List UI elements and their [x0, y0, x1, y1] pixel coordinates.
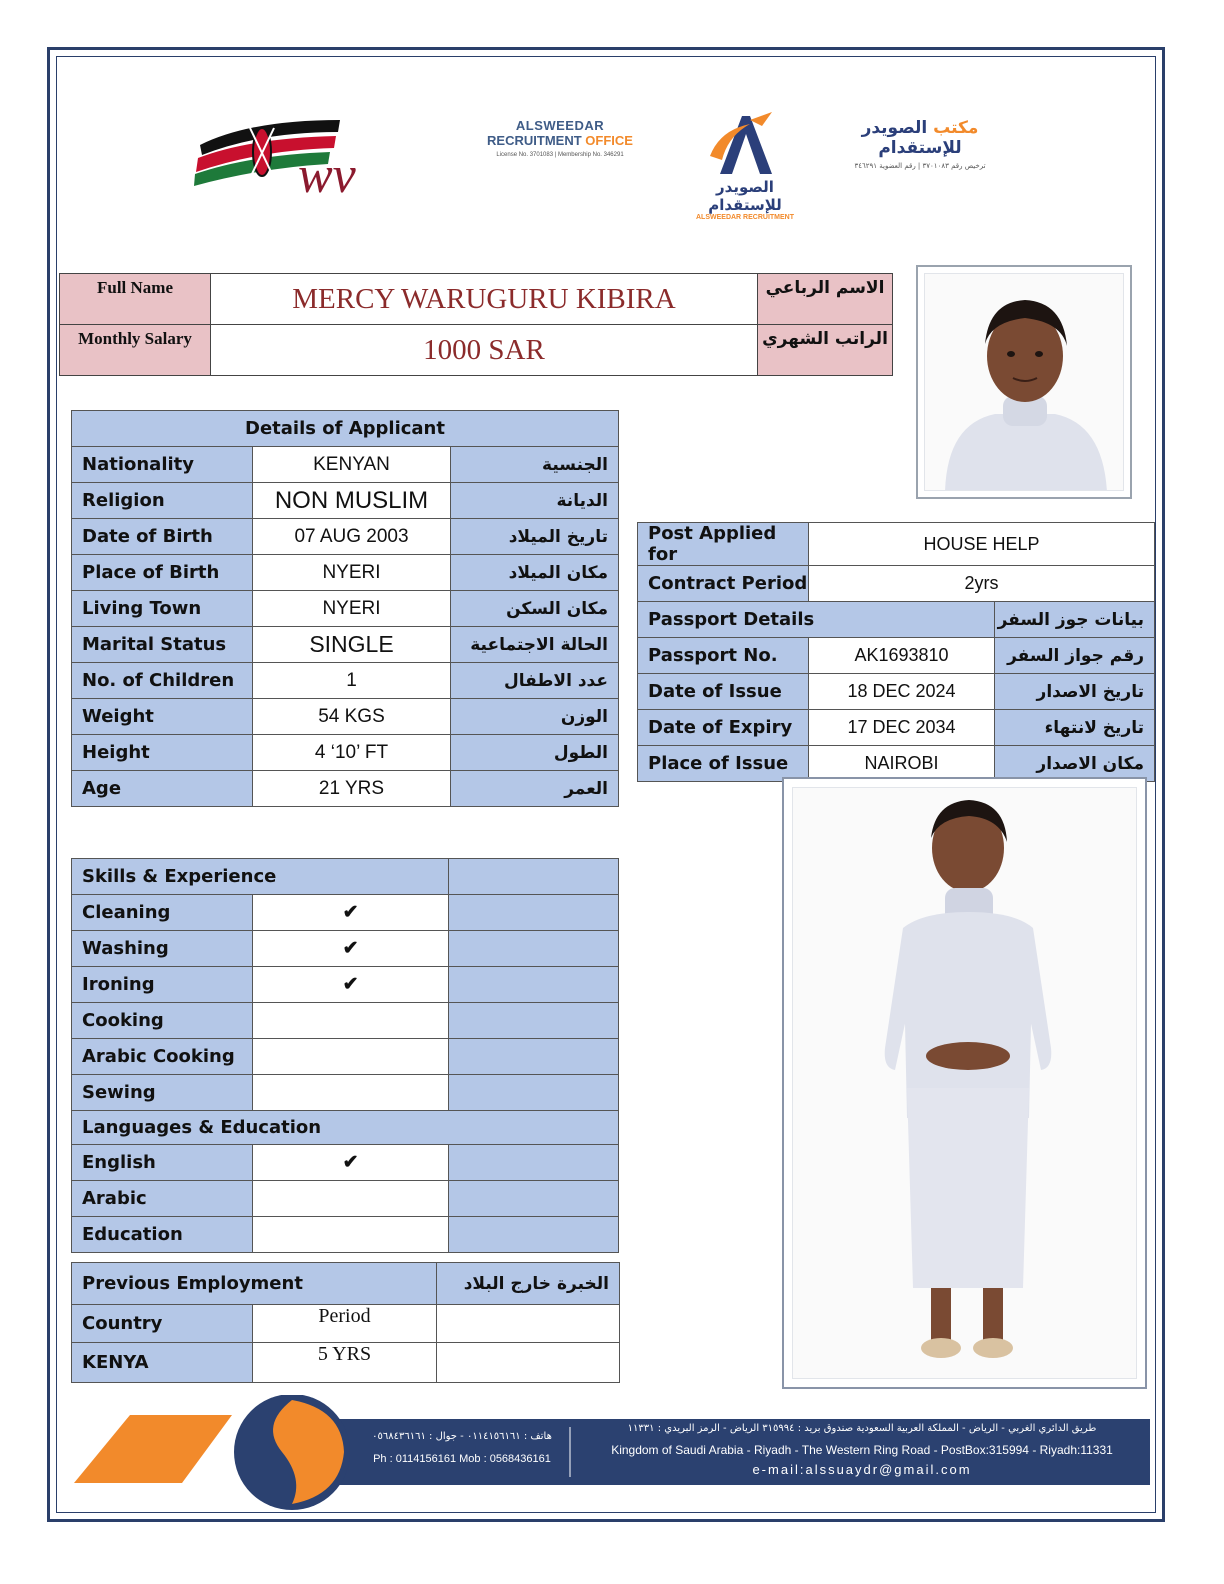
salary-value: 1000 SAR [211, 325, 758, 376]
footer-address-ar: طريق الدائري الغربي - الرياض - المملكة العربية السعودية صندوق بريد : ٣١٥٩٩٤ الرياض - الرمز البريدي : ١١٣٣١ [627, 1423, 1097, 1434]
expiry-date-arabic: تاريخ لانتهاء [995, 710, 1155, 746]
nationality-label: Nationality [72, 447, 253, 483]
skill-arabic-cooking-label: Arabic Cooking [72, 1039, 253, 1075]
skill-arabic-cooking-check [252, 1039, 449, 1075]
skill-washing-label: Washing [72, 931, 253, 967]
languages-title: Languages & Education [72, 1111, 619, 1145]
details-row-weight [72, 699, 619, 735]
contract-label: Contract Period [638, 566, 809, 602]
children-arabic: عدد الاطفال [451, 663, 619, 699]
footer-orange-shape [74, 1415, 232, 1483]
employment-table [71, 1262, 620, 1383]
employment-row-blank [437, 1343, 620, 1383]
a-logo-icon [680, 108, 810, 178]
age-label: Age [72, 771, 253, 807]
salary-arabic-label: الراتب الشهري [758, 325, 893, 376]
pob-value: NYERI [253, 555, 451, 591]
religion-value: NON MUSLIM [253, 483, 451, 519]
skill-ironing-label: Ironing [72, 967, 253, 1003]
passport-no-arabic: رقم جواز السفر [995, 638, 1155, 674]
full-name-label: Full Name [60, 274, 211, 325]
skills-title-blank [449, 859, 619, 895]
post-label: Post Applied for [638, 523, 809, 566]
footer-banner [72, 1395, 1152, 1510]
lang-arabic-check [252, 1181, 449, 1217]
education-extra [449, 1217, 619, 1253]
portrait-figure [925, 274, 1124, 491]
employment-country-value: KENYA [72, 1343, 253, 1383]
lang-english-label: English [72, 1145, 253, 1181]
details-row-dob [72, 519, 619, 555]
issue-date-label: Date of Issue [638, 674, 809, 710]
details-row-pob [72, 555, 619, 591]
nationality-arabic: الجنسية [451, 447, 619, 483]
skill-sewing-check [252, 1075, 449, 1111]
employment-header-blank [437, 1305, 620, 1343]
lang-english-extra [449, 1145, 619, 1181]
a-logo-arabic: الصويدر للإستقدام [708, 178, 782, 214]
full-name-arabic-label: الاسم الرباعي [758, 274, 893, 325]
skill-cooking-extra [449, 1003, 619, 1039]
marital-arabic: الحالة الاجتماعية [451, 627, 619, 663]
kenya-flag-logo [190, 100, 410, 210]
issue-place-arabic: مكان الاصدار [995, 746, 1155, 782]
height-label: Height [72, 735, 253, 771]
marital-label: Marital Status [72, 627, 253, 663]
skill-washing-check: ✔ [252, 931, 449, 967]
skills-table [71, 858, 619, 1253]
expiry-date-value: 17 DEC 2034 [809, 710, 995, 746]
age-arabic: العمر [451, 771, 619, 807]
dob-label: Date of Birth [72, 519, 253, 555]
details-row-height [72, 735, 619, 771]
living-town-label: Living Town [72, 591, 253, 627]
weight-arabic: الوزن [451, 699, 619, 735]
applicant-portrait-photo [916, 265, 1132, 499]
living-town-value: NYERI [253, 591, 451, 627]
office-logo-line1: ALSWEEDAR [515, 118, 605, 133]
applicant-full-body-photo [782, 777, 1147, 1389]
skill-sewing-extra [449, 1075, 619, 1111]
children-label: No. of Children [72, 663, 253, 699]
arabic-logo-sub: ترخيص رقم ٣٧٠١٠٨٣ | رقم العضوية ٣٤٦٢٩١ [854, 162, 986, 170]
details-row-nationality [72, 447, 619, 483]
details-row-marital [72, 627, 619, 663]
lang-arabic-extra [449, 1181, 619, 1217]
office-logo-line2: RECRUITMENT OFFICE [487, 133, 633, 148]
arabic-office-logo [825, 118, 1015, 168]
footer-phone-en: Ph : 0114156161 Mob : 0568436161 [373, 1453, 551, 1465]
issue-date-value: 18 DEC 2024 [809, 674, 995, 710]
living-town-arabic: مكان السكن [451, 591, 619, 627]
full-body-figure [793, 788, 1137, 1379]
contract-value: 2yrs [809, 566, 1155, 602]
skill-cleaning-label: Cleaning [72, 895, 253, 931]
salary-label: Monthly Salary [60, 325, 211, 376]
office-logo-line3: License No. 3701083 | Membership No. 346291 [496, 152, 624, 158]
full-name-value: MERCY WARUGURU KIBIRA [211, 274, 758, 325]
height-value: 4 ‘10’ FT [253, 735, 451, 771]
skill-sewing-label: Sewing [72, 1075, 253, 1111]
name-salary-table [59, 273, 893, 376]
details-row-age [72, 771, 619, 807]
marital-value: SINGLE [253, 627, 451, 663]
employment-period-value: 5 YRS [253, 1343, 437, 1383]
passport-header: Passport Details [638, 602, 995, 638]
lang-english-check: ✔ [252, 1145, 449, 1181]
age-value: 21 YRS [253, 771, 451, 807]
details-table [71, 410, 619, 807]
passport-header-arabic: بيانات جوز السفر [995, 602, 1155, 638]
employment-country-header: Country [72, 1305, 253, 1343]
lang-arabic-label: Arabic [72, 1181, 253, 1217]
employment-title: Previous Employment [72, 1263, 437, 1305]
footer-address-en: Kingdom of Saudi Arabia - Riyadh - The Western Ring Road - PostBox:315994 - Riyadh:11331 [611, 1443, 1113, 1457]
details-row-living-town [72, 591, 619, 627]
details-row-religion [72, 483, 619, 519]
employment-title-arabic: الخبرة خارج البلاد [437, 1263, 620, 1305]
passport-no-value: AK1693810 [809, 638, 995, 674]
details-row-children [72, 663, 619, 699]
post-value: HOUSE HELP [809, 523, 1155, 566]
skill-cooking-check [252, 1003, 449, 1039]
skill-cooking-label: Cooking [72, 1003, 253, 1039]
weight-value: 54 KGS [253, 699, 451, 735]
expiry-date-label: Date of Expiry [638, 710, 809, 746]
issue-place-value: NAIROBI [809, 746, 995, 782]
skill-ironing-extra [449, 967, 619, 1003]
alsweedar-office-logo [470, 118, 650, 178]
flag-logo-text: wv [298, 147, 356, 204]
children-value: 1 [253, 663, 451, 699]
nationality-value: KENYAN [253, 447, 451, 483]
footer-email: e-mail:alssuaydr@gmail.com [752, 1462, 972, 1477]
details-title: Details of Applicant [72, 411, 619, 447]
skill-arabic-cooking-extra [449, 1039, 619, 1075]
a-logo-english: ALSWEEDAR RECRUITMENT [696, 214, 794, 221]
pob-label: Place of Birth [72, 555, 253, 591]
pob-arabic: مكان الميلاد [451, 555, 619, 591]
religion-label: Religion [72, 483, 253, 519]
skills-title: Skills & Experience [72, 859, 449, 895]
issue-date-arabic: تاريخ الاصدار [995, 674, 1155, 710]
arabic-logo-title: مكتب الصويدر للإستقدام [861, 118, 979, 158]
education-check [252, 1217, 449, 1253]
passport-no-label: Passport No. [638, 638, 809, 674]
employment-period-header: Period [253, 1305, 437, 1343]
a-letter-logo [680, 108, 810, 221]
post-passport-table [637, 522, 1155, 782]
footer-phone-ar: هاتف : ٠١١٤١٥٦١٦١ - جوال : ٠٥٦٨٤٣٦١٦١ [372, 1431, 552, 1442]
religion-arabic: الديانة [451, 483, 619, 519]
skill-ironing-check: ✔ [252, 967, 449, 1003]
height-arabic: الطول [451, 735, 619, 771]
issue-place-label: Place of Issue [638, 746, 809, 782]
dob-value: 07 AUG 2003 [253, 519, 451, 555]
education-label: Education [72, 1217, 253, 1253]
skill-cleaning-check: ✔ [252, 895, 449, 931]
dob-arabic: تاريخ الميلاد [451, 519, 619, 555]
skill-washing-extra [449, 931, 619, 967]
skill-cleaning-extra [449, 895, 619, 931]
weight-label: Weight [72, 699, 253, 735]
